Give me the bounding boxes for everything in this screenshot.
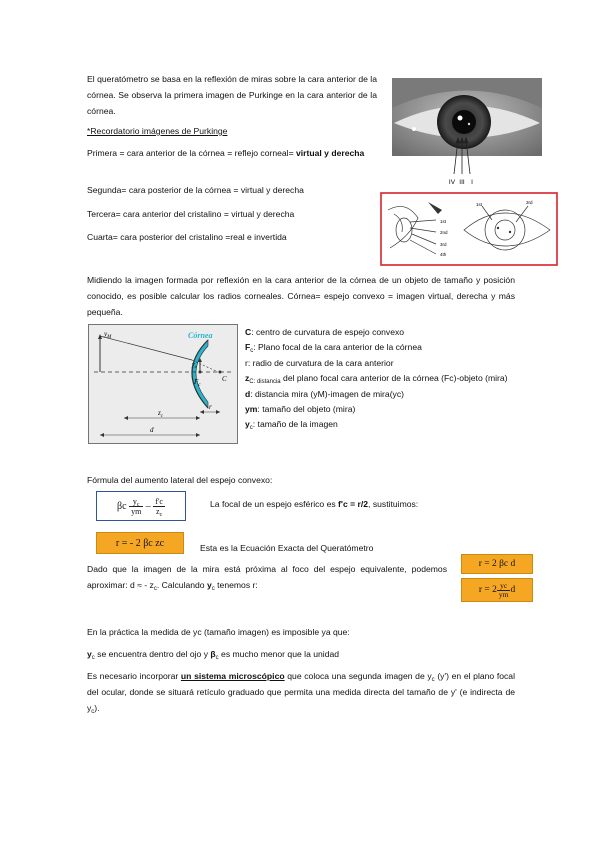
label-r: r (209, 403, 212, 411)
reminder-title: *Recordatorio imágenes de Purkinge (87, 126, 228, 136)
label-zc: $z_c$ (158, 409, 163, 419)
intro-paragraph: El queratómetro se basa en la reflexión de miras sobre la cara anterior de la córnea. Se observa la primera imagen de Purkinge en la cara anterior de la córnea. (87, 74, 377, 116)
eye-label-i: I (471, 179, 473, 186)
purkinje-fourth: Cuarta= cara posterior del cristalino =real e invertida (87, 232, 287, 242)
label-c: C (222, 375, 227, 383)
label-ym: $y_M$ (104, 330, 112, 340)
practice-text: En la práctica la medida de yc (tamaño imagen) es imposible ya que: (87, 627, 350, 637)
legend-zc: $z_{C: distancia}$ del plano focal cara anterior de la córnea (Fc)-objeto (mira) (245, 373, 508, 386)
legend-fc: $F_c$: Plano focal de la cara anterior de la córnea (245, 342, 422, 355)
legend-ym: ym: tamaño del objeto (mira) (245, 404, 356, 415)
approx-formula-2: r = 2 $\frac{yc}{ym}$ d (461, 578, 533, 602)
label-fc: $F_c$ (194, 378, 201, 388)
microscope-paragraph: Es necesario incorporar un sistema microscópico que coloca una segunda imagen de $y_c$ (y') en el plano focal del ocular, donde se situará retículo graduado que permita una medida directa del tamaño de y' (e indirecta de $y_c$). (87, 671, 515, 715)
label-d: d (150, 426, 154, 434)
cornea-label: Córnea (188, 331, 213, 340)
focal-text: La focal de un espejo esférico es f'c = r/2, sustituimos: (210, 499, 419, 509)
purkinje-third: Tercera= cara anterior del cristalino = virtual y derecha (87, 209, 295, 219)
measure-paragraph: Midiendo la imagen formada por reflexión en la cara anterior de la córnea de un objeto de tamaño y posición conocido, es posible calcular los radios corneales. Córnea= espejo convexo = imagen virtual, derecha y más pequeña. (87, 275, 515, 317)
diagram-label-2nd: 2nd (440, 230, 448, 235)
purkinje-diagram (380, 192, 558, 266)
legend-c: C: centro de curvatura de espejo convexo (245, 327, 405, 337)
diagram-label-4th: 4th (440, 252, 447, 257)
approx-formula-1: r = 2 βc d (461, 554, 533, 574)
approximation-text: Dado que la imagen de la mira está próxima al foco del espejo equivalente, podemos aproximar: d ≈ - $z_c$. Calculando $y_c$ tenemos r: (87, 564, 447, 592)
eye-label-iii: III (459, 179, 465, 186)
diagram-label-p3: 3rd (526, 200, 533, 205)
legend-yc: $y_c$: tamaño de la imagen (245, 419, 338, 432)
diagram-label-1st: 1st (440, 219, 447, 224)
purkinje-second: Segunda= cara posterior de la córnea = virtual y derecha (87, 185, 304, 195)
label-yc: $y_c$ (192, 362, 197, 369)
diagram-label-p1: 1st (476, 202, 483, 207)
legend-r: r: radio de curvatura de la cara anterior (245, 357, 394, 368)
mirror-diagram (88, 324, 238, 444)
exact-formula-label: Esta es la Ecuación Exacta del Queratómetro (200, 543, 374, 553)
formula-heading: Fórmula del aumento lateral del espejo convexo: (87, 475, 273, 485)
diagram-label-3rd: 3rd (440, 242, 447, 247)
purkinje-first: Primera = cara anterior de la córnea = reflejo corneal= virtual y derecha (87, 148, 365, 158)
diagram-legend (245, 325, 515, 433)
exact-keratometer-formula: r = - 2 βc zc (96, 532, 184, 554)
eye-photo (392, 78, 542, 188)
legend-d: d: distancia mira (yM)-imagen de mira(yc) (245, 388, 405, 399)
practice-reason: $y_c$ se encuentra dentro del ojo y $\beta_c$ es mucho menor que la unidad (87, 649, 340, 661)
eye-label-iv: IV (448, 179, 456, 186)
lateral-magnification-formula: βc $\frac{y_c}{ym}$ – $\frac{f'c}{z_c}$ (96, 491, 186, 521)
